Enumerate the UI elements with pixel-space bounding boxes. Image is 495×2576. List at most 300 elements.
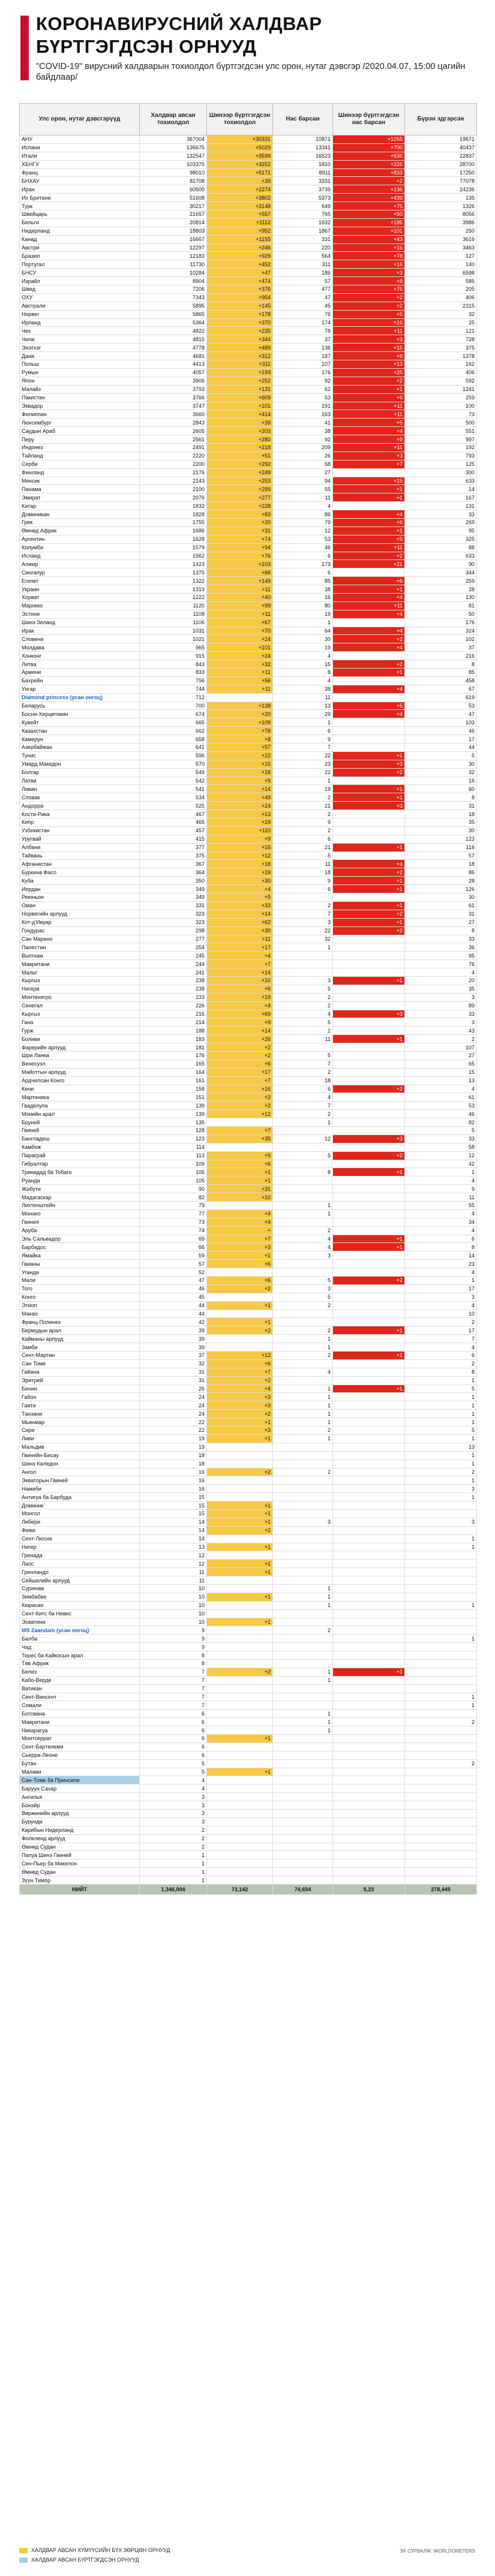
cell-col-1: 3 — [140, 1801, 207, 1810]
cell-col-4: +3 — [333, 1010, 405, 1018]
cell-col-2: +3 — [207, 1427, 273, 1435]
cell-col-1: 44 — [140, 1301, 207, 1310]
cell-col-1: 245 — [140, 952, 207, 960]
cell-col-1: 24 — [140, 1410, 207, 1418]
cell-col-1: 4 — [140, 1776, 207, 1784]
table-row — [20, 344, 477, 352]
cell-col-0: Гана — [20, 1018, 140, 1027]
cell-col-2: +47 — [207, 269, 273, 277]
table-row — [20, 460, 477, 468]
cell-col-1: 662 — [140, 727, 207, 735]
cell-col-1: 39 — [140, 1326, 207, 1335]
cell-col-3: 92 — [273, 377, 333, 385]
cell-col-1: 3 — [140, 1810, 207, 1818]
table-row — [20, 1684, 477, 1693]
table-row — [20, 1318, 477, 1326]
cell-col-0: Сан Марино — [20, 935, 140, 943]
cell-col-4 — [333, 1202, 405, 1210]
table-row — [20, 393, 477, 402]
cell-col-3 — [273, 1526, 333, 1534]
table-row — [20, 1060, 477, 1068]
cell-col-4: +1 — [333, 1243, 405, 1251]
cell-col-4: +5 — [333, 702, 405, 710]
cell-col-3: 4 — [273, 1235, 333, 1243]
cell-col-1: 1108 — [140, 610, 207, 618]
cell-col-3: 58 — [273, 460, 333, 468]
cell-col-1: 16 — [140, 1468, 207, 1476]
cell-col-1: 11 — [140, 1568, 207, 1576]
cell-col-0: Сен-Пьер ба Микелон — [20, 1859, 140, 1868]
cell-col-4 — [333, 1659, 405, 1668]
cell-col-3: 174 — [273, 318, 333, 327]
cell-col-5: 176 — [405, 618, 477, 627]
cell-col-2: +1 — [207, 1168, 273, 1176]
cell-col-1: 712 — [140, 693, 207, 702]
cell-col-3 — [273, 1543, 333, 1551]
cell-col-5: 192 — [405, 443, 477, 452]
cell-col-5: 344 — [405, 568, 477, 577]
table-row — [20, 1260, 477, 1268]
cell-col-3 — [273, 1476, 333, 1485]
cell-col-0: Ирланд — [20, 318, 140, 327]
cell-col-5: 4 — [405, 1209, 477, 1218]
cell-col-0: Чад — [20, 1643, 140, 1651]
table-row — [20, 810, 477, 818]
cell-col-1: 30217 — [140, 202, 207, 210]
cell-col-1: 181 — [140, 1043, 207, 1052]
cell-col-5: 67 — [405, 685, 477, 693]
cell-col-5: 8 — [405, 793, 477, 802]
cell-col-4 — [333, 1551, 405, 1560]
cell-col-2: +110 — [207, 826, 273, 835]
cell-col-0: Люксембург — [20, 419, 140, 427]
cell-col-2 — [207, 1551, 273, 1560]
cell-col-5: 1 — [405, 1451, 477, 1459]
table-row — [20, 168, 477, 177]
table-header-row — [20, 104, 477, 136]
cell-col-1: 6 — [140, 1726, 207, 1735]
cell-col-0: Фарерийн арлууд — [20, 1043, 140, 1052]
cell-col-2 — [207, 1710, 273, 1718]
cell-col-5: 1 — [405, 1534, 477, 1543]
cell-col-3 — [273, 1359, 333, 1368]
table-row — [20, 452, 477, 460]
table-row — [20, 1268, 477, 1277]
table-row — [20, 1810, 477, 1818]
cell-col-3: 32 — [273, 935, 333, 943]
cell-col-4 — [333, 1735, 405, 1743]
cell-col-1: 323 — [140, 910, 207, 918]
cell-col-1: 11730 — [140, 260, 207, 269]
cell-col-3 — [273, 1684, 333, 1693]
cell-col-3: 37 — [273, 335, 333, 344]
cell-col-1: 6 — [140, 1718, 207, 1726]
cell-col-3: 22 — [273, 768, 333, 777]
cell-col-3: 53 — [273, 393, 333, 402]
table-row — [20, 1751, 477, 1759]
cell-col-4: +4 — [333, 427, 405, 435]
cell-col-4: +43 — [333, 235, 405, 243]
cell-col-1: 164 — [140, 1068, 207, 1076]
cell-col-4 — [333, 1810, 405, 1818]
cell-col-3 — [273, 952, 333, 960]
cell-col-0: Казахстан — [20, 727, 140, 735]
cell-col-0: Индонез — [20, 443, 140, 452]
cell-col-1: 15 — [140, 1509, 207, 1518]
table-row — [20, 860, 477, 868]
cell-col-5: 86 — [405, 868, 477, 877]
cell-col-0: Мавритани — [20, 960, 140, 968]
cell-col-2: +12 — [207, 1110, 273, 1118]
cell-col-5: 19671 — [405, 136, 477, 144]
cell-col-0: Андорра — [20, 802, 140, 810]
cell-col-3: 5 — [273, 1018, 333, 1027]
cell-col-3: 9 — [273, 877, 333, 885]
cell-col-3: 6 — [273, 552, 333, 560]
cell-col-2: +1 — [207, 1301, 273, 1310]
table-row — [20, 660, 477, 669]
cell-col-5 — [405, 1843, 477, 1851]
cell-col-5: 73 — [405, 410, 477, 419]
cell-col-3 — [273, 1310, 333, 1318]
table-row — [20, 1343, 477, 1352]
cell-col-2 — [207, 693, 273, 702]
cell-col-1: 81708 — [140, 177, 207, 185]
cell-col-0: Колумби — [20, 543, 140, 552]
cell-col-3: 11 — [273, 693, 333, 702]
cell-col-3: 11 — [273, 1035, 333, 1043]
cell-col-3: 2 — [273, 1626, 333, 1635]
cell-col-5: 633 — [405, 477, 477, 485]
cell-col-3 — [273, 960, 333, 968]
cell-col-3: 173 — [273, 560, 333, 568]
cell-col-1: 20814 — [140, 218, 207, 227]
cell-col-0: Жибути — [20, 1185, 140, 1193]
table-row — [20, 1801, 477, 1810]
table-row — [20, 1493, 477, 1501]
cell-col-2: +3 — [207, 1401, 273, 1410]
table-row — [20, 1035, 477, 1043]
cell-col-0: MS Zaandam (усан онгоц) — [20, 1626, 140, 1635]
cell-col-0: Мадагаскар — [20, 1193, 140, 1202]
cell-col-3 — [273, 1459, 333, 1468]
cell-col-4 — [333, 1817, 405, 1826]
table-row — [20, 1793, 477, 1801]
cell-col-0: Мароккo — [20, 601, 140, 610]
cell-col-4 — [333, 1076, 405, 1085]
cell-col-4: +1 — [333, 1352, 405, 1360]
cell-col-3: 4 — [273, 1368, 333, 1376]
cell-col-3: 64 — [273, 627, 333, 635]
table-row — [20, 443, 477, 452]
cell-col-2 — [207, 1202, 273, 1210]
cell-col-5: 61 — [405, 1093, 477, 1102]
cell-col-0: Австрали — [20, 302, 140, 310]
cell-col-1: 12297 — [140, 243, 207, 252]
cell-col-4 — [333, 1468, 405, 1476]
cell-col-2: +2274 — [207, 185, 273, 194]
table-row — [20, 1427, 477, 1435]
cell-col-0: Тайвань — [20, 851, 140, 860]
cell-col-1: 4 — [140, 1784, 207, 1793]
table-row — [20, 1759, 477, 1768]
cell-col-0: Грек — [20, 518, 140, 526]
cell-col-3: 1 — [273, 1118, 333, 1127]
cell-col-0: Өмнөд Судан — [20, 1868, 140, 1876]
cell-col-1: 16667 — [140, 235, 207, 243]
cell-col-4 — [333, 1676, 405, 1684]
cell-col-1: 226 — [140, 1001, 207, 1010]
cell-col-0: Либери — [20, 1518, 140, 1526]
cell-col-5: 458 — [405, 676, 477, 685]
cell-col-5: 3 — [405, 993, 477, 1001]
cell-col-4: +1 — [333, 1326, 405, 1335]
cell-col-4: +3 — [333, 802, 405, 810]
cell-col-3: 30 — [273, 635, 333, 643]
cell-col-5 — [405, 1726, 477, 1735]
cell-col-3 — [273, 1876, 333, 1885]
table-row — [20, 585, 477, 594]
cell-col-1: 7 — [140, 1668, 207, 1676]
cell-col-2 — [207, 1743, 273, 1751]
table-row — [20, 1001, 477, 1010]
legend-text-2: ХАЛДВАР АВСАН БҮРТГЭГДСЭН ОРНУУД — [31, 2557, 139, 2563]
cell-col-4: +2 — [333, 302, 405, 310]
cell-col-5: 2315 — [405, 302, 477, 310]
cell-col-3: 18 — [273, 868, 333, 877]
cell-col-2: +9 — [207, 1151, 273, 1160]
cell-col-5: 4 — [405, 968, 477, 977]
cell-col-1: 843 — [140, 660, 207, 669]
cell-col-5 — [405, 1735, 477, 1743]
cell-col-4 — [333, 1568, 405, 1576]
cell-col-0: Канад — [20, 235, 140, 243]
table-row — [20, 1551, 477, 1560]
cell-col-2: +228 — [207, 502, 273, 510]
cell-col-2: +101 — [207, 643, 273, 652]
cell-col-5: 47 — [405, 710, 477, 718]
cell-col-2: +557 — [207, 210, 273, 219]
cell-col-4 — [333, 1684, 405, 1693]
cell-col-3: 6 — [273, 885, 333, 893]
cell-col-4 — [333, 718, 405, 727]
cell-col-5: 325 — [405, 535, 477, 543]
cell-col-5: 1 — [405, 1434, 477, 1443]
cell-col-1: 3747 — [140, 402, 207, 410]
cell-col-2 — [207, 1859, 273, 1868]
cell-col-5 — [405, 1834, 477, 1843]
cell-col-5: 6598 — [405, 269, 477, 277]
cell-col-2: +78 — [207, 727, 273, 735]
cell-col-5: 4 — [405, 1085, 477, 1093]
table-row — [20, 1718, 477, 1726]
cell-col-3: 4 — [273, 1010, 333, 1018]
cell-col-2: +6 — [207, 985, 273, 993]
cell-col-2: +292 — [207, 460, 273, 468]
cell-col-0: Умард Македон — [20, 760, 140, 768]
cell-col-0: Армени — [20, 669, 140, 677]
cell-col-1: 415 — [140, 835, 207, 843]
cell-col-2: +1 — [207, 1518, 273, 1526]
cell-col-1: 350 — [140, 877, 207, 885]
cell-col-1: 674 — [140, 710, 207, 718]
cell-col-2 — [207, 1143, 273, 1151]
cell-col-3: 2 — [273, 1226, 333, 1235]
cell-col-2 — [207, 1876, 273, 1885]
cell-col-2: +19 — [207, 868, 273, 877]
cell-col-0: Швейцарь — [20, 210, 140, 219]
cell-col-4: +636 — [333, 152, 405, 160]
cell-col-2: +1 — [207, 1618, 273, 1626]
cell-col-2: +4 — [207, 885, 273, 893]
cell-col-4: +78 — [333, 252, 405, 260]
cell-col-5: 88 — [405, 543, 477, 552]
cell-col-5: 60 — [405, 785, 477, 793]
cell-col-1: 151 — [140, 1093, 207, 1102]
cell-col-1: 298 — [140, 926, 207, 935]
cell-col-0: Монгол — [20, 1509, 140, 1518]
cell-col-5: 81 — [405, 601, 477, 610]
cell-col-4 — [333, 993, 405, 1001]
total-cell-2: 73,142 — [207, 1885, 273, 1895]
cell-col-3: 8 — [273, 669, 333, 677]
total-cell-4: 5,23 — [333, 1885, 405, 1895]
table-row — [20, 918, 477, 926]
table-row — [20, 518, 477, 526]
table-row — [20, 877, 477, 885]
cell-col-5: 30 — [405, 760, 477, 768]
cell-col-1: 128 — [140, 1126, 207, 1134]
cell-col-0: Тайланд — [20, 452, 140, 460]
cell-col-3: 22 — [273, 751, 333, 760]
cell-col-0: Гренада — [20, 1551, 140, 1560]
cell-col-1: 233 — [140, 993, 207, 1001]
cell-col-0: Мальт — [20, 968, 140, 977]
cell-col-1: 37 — [140, 1352, 207, 1360]
cell-col-3 — [273, 1868, 333, 1876]
cell-col-5: 107 — [405, 1043, 477, 1052]
cell-col-4 — [333, 1534, 405, 1543]
cell-col-5: 18 — [405, 860, 477, 868]
cell-col-4 — [333, 1284, 405, 1293]
table-row — [20, 185, 477, 194]
cell-col-1: 3660 — [140, 410, 207, 419]
cell-col-5: 16 — [405, 777, 477, 785]
cell-col-1: 19 — [140, 1434, 207, 1443]
cell-col-3: 2 — [273, 1301, 333, 1310]
cell-col-5: 12 — [405, 1151, 477, 1160]
cell-col-3 — [273, 1843, 333, 1851]
cell-col-2: +17 — [207, 943, 273, 952]
cell-col-1: 26 — [140, 1385, 207, 1393]
cell-col-5: 551 — [405, 427, 477, 435]
cell-col-4 — [333, 1359, 405, 1368]
cell-col-4 — [333, 1859, 405, 1868]
cell-col-0: Япон — [20, 377, 140, 385]
table-row — [20, 526, 477, 535]
cell-col-4 — [333, 1226, 405, 1235]
table-row — [20, 1601, 477, 1609]
cell-col-0: Конго — [20, 1293, 140, 1301]
table-row — [20, 727, 477, 735]
cell-col-1: 31 — [140, 1376, 207, 1385]
cell-col-5: 997 — [405, 435, 477, 444]
table-row — [20, 152, 477, 160]
table-row — [20, 785, 477, 793]
cell-col-0: Афганистан — [20, 860, 140, 868]
cell-col-3: 1 — [273, 718, 333, 727]
cell-col-4: +11 — [333, 443, 405, 452]
cell-col-5: 15 — [405, 1068, 477, 1076]
table-row — [20, 1543, 477, 1551]
cell-col-4 — [333, 1793, 405, 1801]
cell-col-0: Кыргыз — [20, 1010, 140, 1018]
cell-col-4 — [333, 1060, 405, 1068]
table-row — [20, 1568, 477, 1576]
cell-col-4 — [333, 1710, 405, 1718]
cell-col-4 — [333, 1843, 405, 1851]
cell-col-4 — [333, 952, 405, 960]
cell-col-1: 161 — [140, 1076, 207, 1085]
cell-col-2: +203 — [207, 427, 273, 435]
cell-col-4: +1 — [333, 1668, 405, 1676]
cell-col-4: +3 — [333, 335, 405, 344]
cell-col-0: Израйл — [20, 277, 140, 285]
cell-col-4: +11 — [333, 543, 405, 552]
cell-col-0: Катар — [20, 502, 140, 510]
cell-col-3: 2 — [273, 1110, 333, 1118]
cell-col-2: +30 — [207, 877, 273, 885]
cell-col-4: +5 — [333, 419, 405, 427]
cell-col-1: 183 — [140, 1035, 207, 1043]
cell-col-0: Тринидад ба Тобаго — [20, 1168, 140, 1176]
cell-col-4: +6 — [333, 393, 405, 402]
cell-col-1: 105 — [140, 1176, 207, 1185]
cell-col-3: 18 — [273, 1076, 333, 1085]
table-row — [20, 901, 477, 910]
cell-col-4 — [333, 1851, 405, 1859]
cell-col-5: 162 — [405, 360, 477, 369]
cell-col-3 — [273, 1534, 333, 1543]
table-row — [20, 194, 477, 202]
cell-col-1: 541 — [140, 785, 207, 793]
cell-col-0: Ирак — [20, 627, 140, 635]
table-row — [20, 635, 477, 643]
cell-col-2: +1 — [207, 1560, 273, 1568]
table-row — [20, 1051, 477, 1060]
table-row — [20, 751, 477, 760]
table-row — [20, 1385, 477, 1393]
cell-col-5: 8 — [405, 1243, 477, 1251]
cell-col-3 — [273, 1768, 333, 1776]
cell-col-5: 28 — [405, 585, 477, 594]
cell-col-2 — [207, 1335, 273, 1343]
cell-col-2: +76 — [207, 552, 273, 560]
cell-col-1: 165 — [140, 1060, 207, 1068]
cell-col-4: +2 — [333, 1151, 405, 1160]
table-row — [20, 1251, 477, 1260]
cell-col-2: +31 — [207, 526, 273, 535]
cell-col-2: +6 — [207, 1277, 273, 1285]
cell-col-4: +1 — [333, 1168, 405, 1176]
cell-col-1: 1031 — [140, 627, 207, 635]
cell-col-3: 3 — [273, 1284, 333, 1293]
cell-col-1: 9 — [140, 1643, 207, 1651]
table-row — [20, 1693, 477, 1701]
cell-col-5: 85 — [405, 669, 477, 677]
cell-col-1: 114 — [140, 1143, 207, 1151]
cell-col-0: Австри — [20, 243, 140, 252]
